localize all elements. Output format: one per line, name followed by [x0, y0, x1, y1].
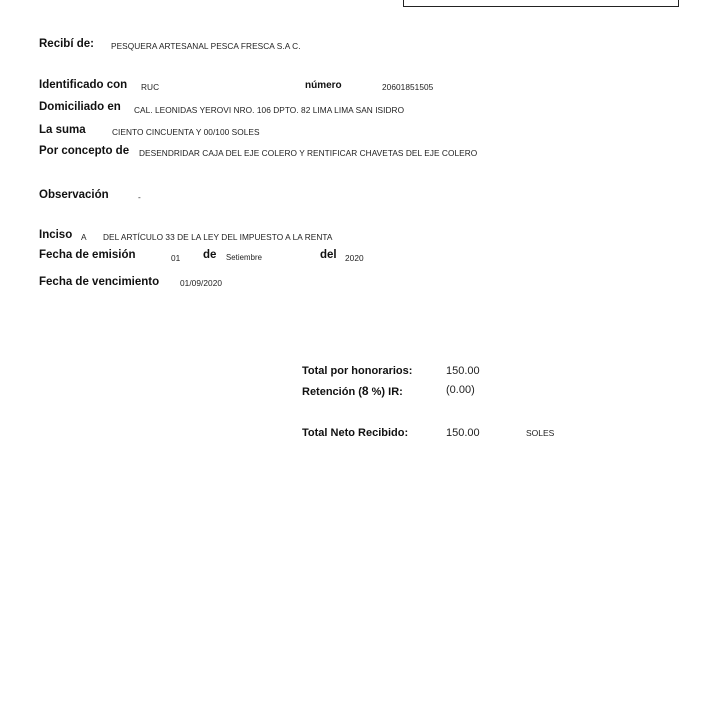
observacion-label: Observación — [39, 189, 109, 201]
concepto-value: DESENDRIDAR CAJA DEL EJE COLERO Y RENTIFICAR CHAVETAS DEL EJE COLERO — [139, 148, 478, 158]
identificado-label: Identificado con — [39, 79, 128, 91]
emision-month: Setiembre — [226, 253, 262, 262]
observacion-value: - — [138, 192, 141, 202]
neto-value: 150.00 — [446, 427, 480, 439]
emision-day: 01 — [171, 253, 181, 263]
retencion-label — [302, 384, 403, 398]
honorarios-value: 150.00 — [446, 365, 480, 377]
neto-label: Total Neto Recibido: — [302, 427, 409, 439]
retencion-prefix: Retención ( — [302, 386, 362, 398]
inciso-label: Inciso — [39, 229, 73, 241]
domicilio-label: Domiciliado en — [39, 101, 121, 113]
vencimiento-label: Fecha de vencimiento — [39, 276, 160, 288]
recibi-de-label: Recibí de: — [39, 38, 94, 50]
doc-type-value: RUC — [141, 82, 160, 92]
suma-label: La suma — [39, 124, 86, 136]
inciso-value: DEL ARTÍCULO 33 DE LA LEY DEL IMPUESTO A LA RENTA — [103, 232, 333, 242]
honorarios-label: Total por honorarios: — [302, 365, 413, 377]
recibi-de-value: PESQUERA ARTESANAL PESCA FRESCA S.A C. — [111, 41, 301, 51]
numero-label: número — [305, 80, 342, 91]
inciso-letter: A — [81, 232, 87, 242]
vencimiento-value: 01/09/2020 — [180, 278, 223, 288]
retencion-suffix: %) IR: — [368, 386, 403, 398]
suma-value: CIENTO CINCUENTA Y 00/100 SOLES — [112, 127, 260, 137]
concepto-label: Por concepto de — [39, 145, 130, 157]
numero-value: 20601851505 — [382, 82, 434, 92]
retencion-value: (0.00) — [446, 384, 475, 396]
retencion-percent: 8 — [361, 384, 369, 398]
neto-currency: SOLES — [526, 428, 555, 438]
emision-del-label: del — [320, 249, 337, 261]
header-box — [403, 0, 679, 7]
emision-de-label: de — [203, 249, 217, 261]
emision-label: Fecha de emisión — [39, 249, 136, 261]
emision-year: 2020 — [345, 253, 364, 263]
domicilio-value: CAL. LEONIDAS YEROVI NRO. 106 DPTO. 82 LIMA LIMA SAN ISIDRO — [134, 105, 405, 115]
